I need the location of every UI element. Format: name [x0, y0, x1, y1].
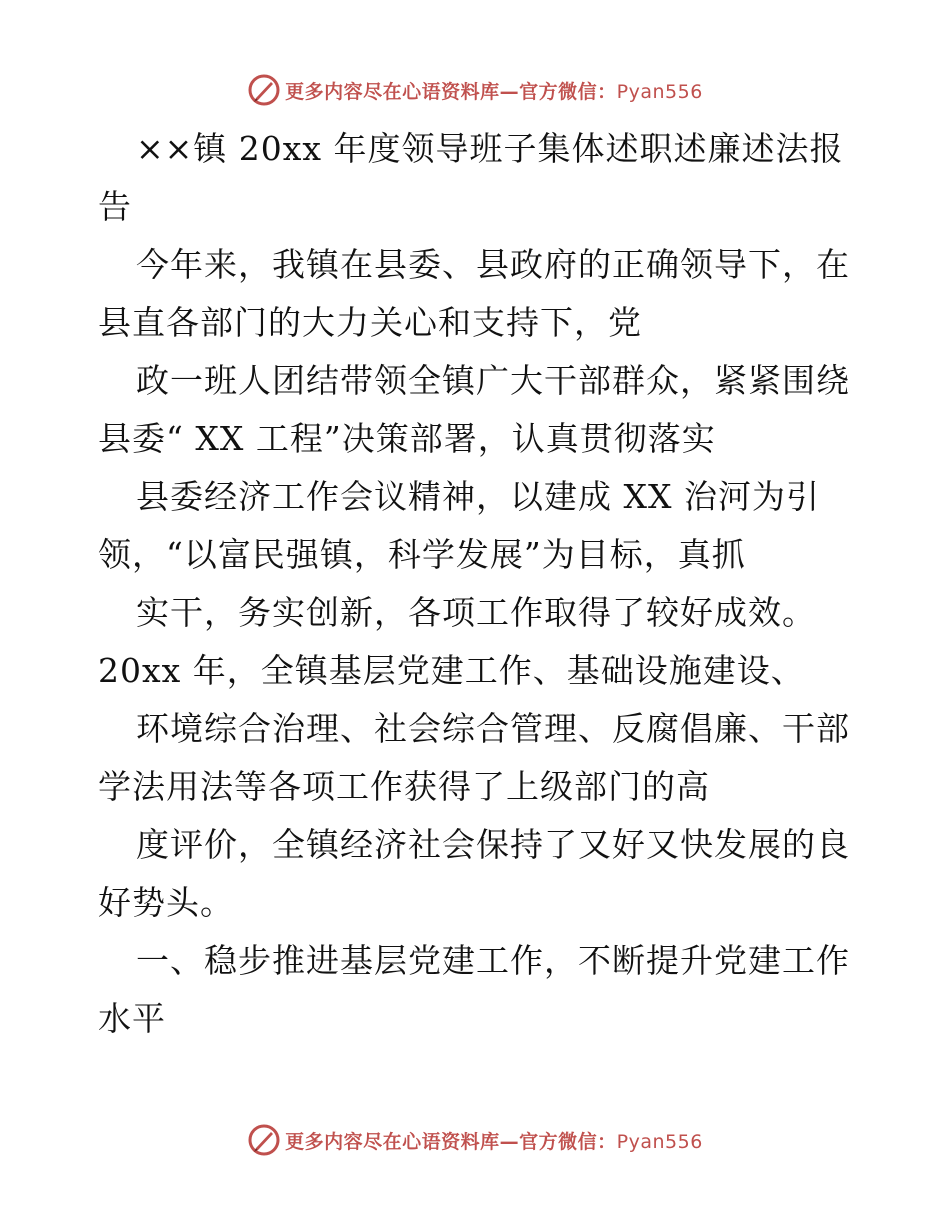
section-heading-line-1: 一、稳步推进基层党建工作，不断提升党建工作: [136, 941, 850, 980]
quill-logo-icon: [247, 73, 281, 107]
paragraph-line: 领，“以富民强镇，科学发展”为目标，真抓: [98, 535, 746, 574]
watermark-text: 更多内容尽在心语资料库—官方微信：Pyan556: [285, 80, 703, 103]
quill-logo-icon: [247, 1123, 281, 1157]
paragraph-line: 今年来，我镇在县委、县政府的正确领导下，在: [136, 245, 850, 284]
paragraph-line: 实干，务实创新，各项工作取得了较好成效。: [136, 593, 816, 632]
watermark-text: 更多内容尽在心语资料库—官方微信：Pyan556: [285, 1130, 703, 1153]
paragraph-line: 政一班人团结带领全镇广大干部群众，紧紧围绕: [136, 361, 850, 400]
paragraph-line: 好势头。: [98, 883, 234, 922]
paragraph-line: 县委经济工作会议精神，以建成 XX 治河为引: [136, 477, 820, 516]
paragraph-line: 度评价，全镇经济社会保持了又好又快发展的良: [136, 825, 850, 864]
paragraph-line: 县直各部门的大力关心和支持下，党: [98, 303, 642, 342]
section-heading-line-2: 水平: [98, 999, 166, 1038]
document-title-line-2: 告: [98, 187, 132, 226]
header-watermark: [0, 72, 950, 108]
paragraph-line: 县委“ XX 工程”决策部署，认真贯彻落实: [98, 419, 716, 458]
paragraph-line: 20xx 年，全镇基层党建工作、基础设施建设、: [98, 651, 805, 690]
paragraph-line: 环境综合治理、社会综合管理、反腐倡廉、干部: [136, 709, 850, 748]
footer-watermark: [0, 1122, 950, 1158]
document-title-line-1: ××镇 20xx 年度领导班子集体述职述廉述法报: [136, 129, 844, 168]
paragraph-line: 学法用法等各项工作获得了上级部门的高: [98, 767, 710, 806]
